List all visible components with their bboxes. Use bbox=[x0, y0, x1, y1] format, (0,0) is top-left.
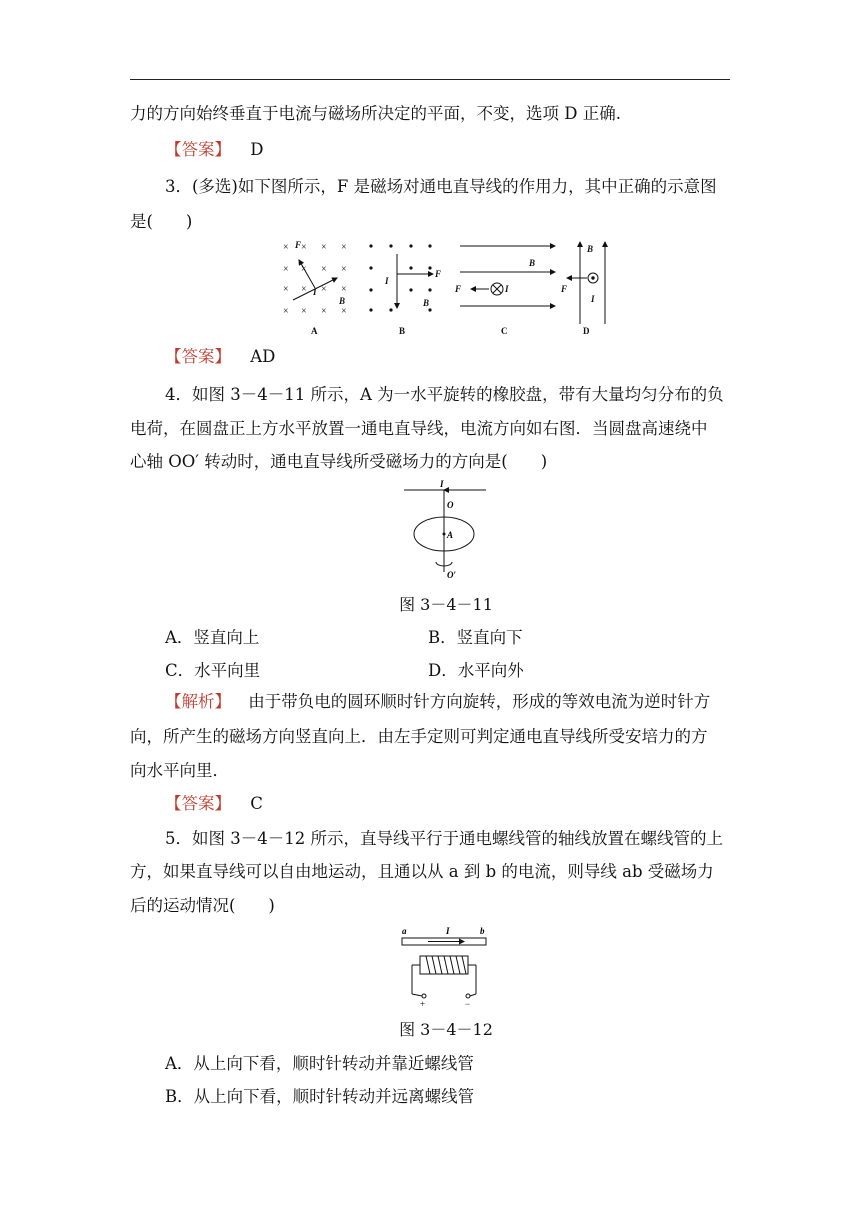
q4-analysis-line2: 向，所产生的磁场方向竖直向上．由左手定则可判定通电直导线所受安培力的方 bbox=[130, 727, 708, 746]
q3-figure bbox=[275, 236, 615, 340]
svg-text:×: × bbox=[321, 306, 327, 317]
q3-answer: AD bbox=[250, 347, 276, 366]
q4-line1: 4．如图 3－4－11 所示，A 为一水平旋转的橡胶盘，带有大量均匀分布的负 bbox=[165, 385, 724, 404]
q4-option-c: C．水平向里 bbox=[165, 661, 261, 680]
answer-label: 【答案】 bbox=[165, 347, 231, 366]
svg-text:×: × bbox=[341, 264, 347, 275]
svg-text:×: × bbox=[341, 284, 347, 295]
q5-option-a: A．从上向下看，顺时针转动并靠近螺线管 bbox=[165, 1054, 474, 1073]
svg-text:×: × bbox=[283, 284, 289, 295]
fig-caption-3-4-12: 图 3－4－12 bbox=[399, 1020, 493, 1039]
svg-text:B: B bbox=[423, 298, 430, 308]
q4-analysis-line3: 向水平向里． bbox=[130, 761, 229, 780]
svg-text:I: I bbox=[440, 479, 444, 489]
svg-text:×: × bbox=[283, 306, 289, 317]
svg-text:×: × bbox=[301, 306, 307, 317]
svg-text:a: a bbox=[402, 926, 407, 936]
panel-d bbox=[560, 242, 605, 324]
svg-text:I: I bbox=[505, 284, 509, 294]
q3-line1: 3．(多选)如下图所示，F 是磁场对通电直导线的作用力，其中正确的示意图 bbox=[165, 177, 717, 196]
svg-text:F: F bbox=[295, 240, 302, 250]
svg-text:F: F bbox=[435, 269, 442, 279]
q3-answer-line bbox=[165, 346, 275, 368]
q5-figure bbox=[398, 924, 490, 1008]
header-rule bbox=[130, 79, 730, 80]
svg-text:O′: O′ bbox=[447, 570, 457, 580]
svg-text:×: × bbox=[341, 306, 347, 317]
analysis-label: 【解析】 bbox=[165, 692, 231, 711]
panel-c bbox=[454, 246, 555, 306]
fig-label-c: C bbox=[501, 326, 508, 336]
svg-text:O: O bbox=[447, 500, 454, 510]
q4-figure bbox=[400, 478, 492, 586]
svg-text:×: × bbox=[301, 264, 307, 275]
q4-answer-line bbox=[165, 793, 263, 815]
svg-text:B: B bbox=[529, 258, 536, 268]
q2-answer-line bbox=[165, 139, 263, 161]
q4-line3: 心轴 OO′ 转动时，通电直导线所受磁场力的方向是( ) bbox=[130, 452, 548, 471]
svg-text:×: × bbox=[341, 242, 347, 253]
svg-text:A: A bbox=[447, 530, 454, 540]
svg-text:I: I bbox=[446, 926, 450, 936]
svg-text:I: I bbox=[313, 287, 317, 297]
panel-b bbox=[369, 244, 441, 311]
q4-line2: 电荷，在圆盘正上方水平放置一通电直导线，电流方向如右图．当圆盘高速绕中 bbox=[130, 419, 708, 438]
svg-text:×: × bbox=[283, 264, 289, 275]
svg-text:×: × bbox=[301, 284, 307, 295]
svg-text:×: × bbox=[301, 242, 307, 253]
svg-text:−: − bbox=[465, 999, 471, 1008]
top-text: 力的方向始终垂直于电流与磁场所决定的平面，不变，选项 D 正确. bbox=[130, 104, 621, 123]
q4-option-b: B．竖直向下 bbox=[428, 628, 523, 647]
svg-text:B: B bbox=[587, 244, 594, 254]
q5-option-b: B．从上向下看，顺时针转动并远离螺线管 bbox=[165, 1087, 475, 1106]
q5-line3: 后的运动情况( ) bbox=[130, 896, 275, 915]
svg-text:+: + bbox=[420, 999, 426, 1008]
svg-text:×: × bbox=[321, 264, 327, 275]
fig-caption-3-4-11: 图 3－4－11 bbox=[399, 595, 493, 614]
panel-a bbox=[283, 240, 347, 317]
svg-text:×: × bbox=[321, 284, 327, 295]
q4-option-a: A．竖直向上 bbox=[165, 628, 260, 647]
q2-answer: D bbox=[250, 140, 264, 159]
svg-text:B: B bbox=[339, 296, 346, 306]
q3-line2: 是( ) bbox=[130, 212, 193, 231]
q4-analysis-text1: 由于带负电的圆环顺时针方向旋转，形成的等效电流为逆时针方 bbox=[248, 692, 711, 711]
svg-text:F: F bbox=[561, 284, 568, 294]
fig-label-b: B bbox=[399, 326, 406, 336]
svg-text:×: × bbox=[321, 242, 327, 253]
answer-label: 【答案】 bbox=[165, 794, 231, 813]
svg-text:×: × bbox=[283, 242, 289, 253]
q5-line1: 5．如图 3－4－12 所示，直导线平行于通电螺线管的轴线放置在螺线管的上 bbox=[165, 829, 723, 848]
q5-line2: 方，如果直导线可以自由地运动，且通以从 a 到 b 的电流，则导线 ab 受磁场力 bbox=[130, 862, 714, 881]
fig-label-a: A bbox=[311, 326, 318, 336]
svg-text:I: I bbox=[385, 276, 389, 286]
answer-label: 【答案】 bbox=[165, 140, 231, 159]
q4-answer: C bbox=[250, 794, 263, 813]
q4-analysis-line1 bbox=[165, 691, 710, 713]
fig-label-d: D bbox=[583, 326, 590, 336]
svg-text:b: b bbox=[480, 926, 485, 936]
svg-text:I: I bbox=[591, 294, 595, 304]
q4-option-d: D．水平向外 bbox=[428, 661, 524, 680]
svg-text:F: F bbox=[455, 284, 462, 294]
